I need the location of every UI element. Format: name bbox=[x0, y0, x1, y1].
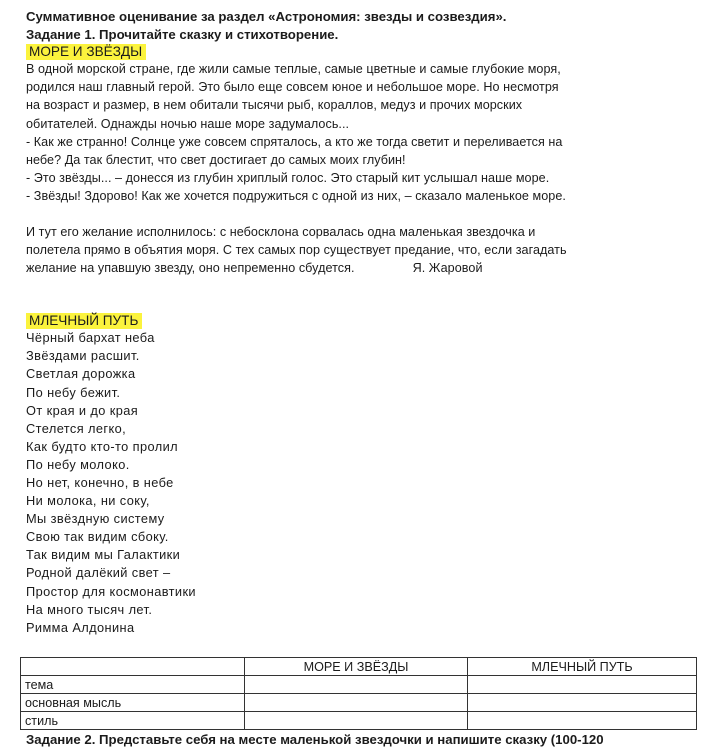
poem-line: По небу бежит. bbox=[26, 384, 121, 400]
table-row bbox=[21, 712, 697, 730]
answer-cell[interactable] bbox=[245, 676, 468, 694]
text-line: желание на упавшую звезду, оно непременно сбудется. bbox=[26, 261, 355, 276]
fairy-tale-author: Я. Жаровой bbox=[412, 261, 483, 276]
text-line: полетела прямо в объятия моря. С тех самых пор существует предание, что, если загадать bbox=[26, 242, 567, 257]
text-line: В одной морской стране, где жили самые теплые, самые цветные и самые глубокие моря, bbox=[26, 62, 561, 76]
text-line: - Звёзды! Здорово! Как же хочется подружиться с одной из них, – сказало маленькое море. bbox=[26, 189, 566, 204]
poem-line: Так видим мы Галактики bbox=[26, 547, 181, 563]
fairy-tale-title bbox=[26, 44, 710, 60]
table-header-sea-and-stars: МОРЕ И ЗВЁЗДЫ bbox=[245, 658, 468, 676]
worksheet-page bbox=[26, 8, 710, 637]
row-label-main-idea: основная мысль bbox=[21, 694, 245, 712]
table-row bbox=[21, 676, 697, 694]
poem-line: Ни молока, ни соку, bbox=[26, 493, 150, 509]
table-header-row bbox=[21, 658, 697, 676]
row-label-style: стиль bbox=[21, 712, 245, 730]
answer-cell[interactable] bbox=[468, 712, 697, 730]
task-1-heading: Задание 1. Прочитайте сказку и стихотворение. bbox=[26, 27, 339, 42]
poem-line: Чёрный бархат неба bbox=[26, 330, 155, 346]
answer-cell[interactable] bbox=[468, 694, 697, 712]
text-line: родился наш главный герой. Это было еще совсем юное и небольшое море. Но несмотря bbox=[26, 80, 559, 95]
assessment-header: Суммативное оценивание за раздел «Астрономия: звезды и созвездия». bbox=[26, 9, 507, 24]
poem-line: Простор для космонавтики bbox=[26, 583, 196, 599]
text-line: небе? Да так блестит, что свет достигает до самых моих глубин! bbox=[26, 153, 406, 168]
poem-line: От края и до края bbox=[26, 402, 139, 418]
poem-line: Но нет, конечно, в небе bbox=[26, 474, 174, 490]
text-line: обитателей. Однажды ночью наше море задумалось... bbox=[26, 116, 350, 131]
answer-cell[interactable] bbox=[245, 694, 468, 712]
table-header-milky-way: МЛЕЧНЫЙ ПУТЬ bbox=[468, 658, 697, 676]
poem-line: Светлая дорожка bbox=[26, 366, 136, 382]
answer-cell[interactable] bbox=[468, 676, 697, 694]
poem-line: Мы звёздную систему bbox=[26, 511, 165, 527]
text-line: И тут его желание исполнилось: с небосклона сорвалась одна маленькая звездочка и bbox=[26, 224, 536, 239]
poem-line: Звёздами расшит. bbox=[26, 348, 140, 364]
poem-text bbox=[26, 329, 710, 637]
text-line: на возраст и размер, в нем обитали тысячи рыб, кораллов, медуз и прочих морских bbox=[26, 98, 523, 113]
poem-line: Свою так видим сбоку. bbox=[26, 529, 169, 545]
text-line-with-author bbox=[26, 259, 710, 277]
poem-line: По небу молоко. bbox=[26, 456, 130, 472]
poem-author: Римма Алдонина bbox=[26, 619, 135, 635]
poem-line: Как будто кто-то пролил bbox=[26, 438, 178, 454]
text-line: - Это звёзды... – донесся из глубин хриплый голос. Это старый кит услышал наше море. bbox=[26, 171, 550, 186]
fairy-tale-title-highlight: МОРЕ И ЗВЁЗДЫ bbox=[26, 44, 146, 60]
task-2-heading: Задание 2. Представьте себя на месте маленькой звездочки и напишите сказку (100-120 bbox=[26, 732, 604, 747]
comparison-table bbox=[20, 657, 697, 730]
fairy-tale-text bbox=[26, 60, 710, 277]
poem-title-highlight: МЛЕЧНЫЙ ПУТЬ bbox=[26, 313, 142, 329]
poem-line: Родной далёкий свет – bbox=[26, 565, 171, 581]
text-line: - Как же странно! Солнце уже совсем спряталось, а кто же тогда светит и переливается на bbox=[26, 134, 563, 149]
poem-line: На много тысяч лет. bbox=[26, 601, 153, 617]
row-label-theme: тема bbox=[21, 676, 245, 694]
poem-line: Стелется легко, bbox=[26, 420, 127, 436]
answer-cell[interactable] bbox=[245, 712, 468, 730]
table-header-empty bbox=[21, 658, 245, 676]
poem-title bbox=[26, 313, 710, 329]
table-row bbox=[21, 694, 697, 712]
